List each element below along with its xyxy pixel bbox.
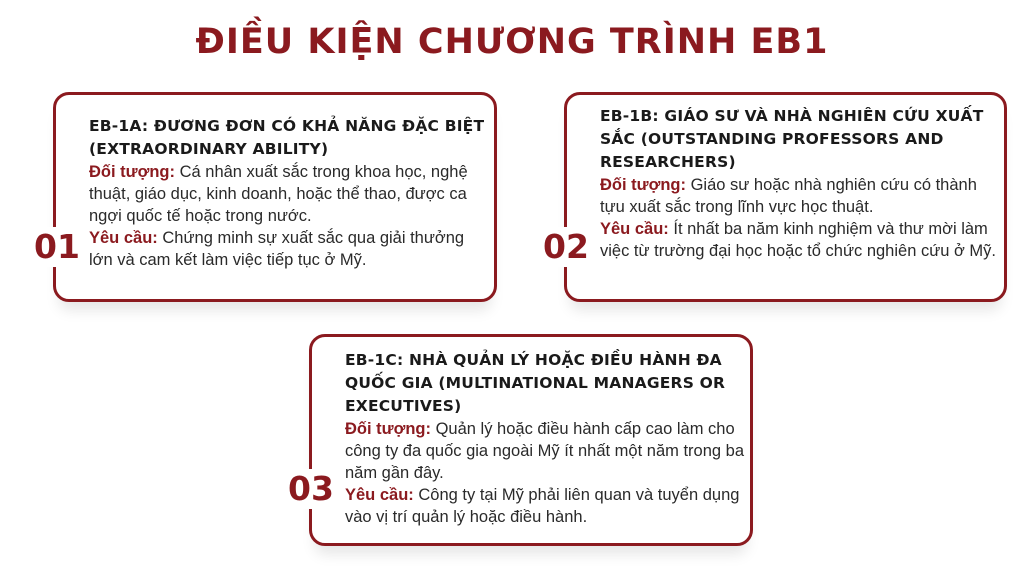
card-number: 01 (34, 227, 80, 266)
target-text: Quản lý hoặc điều hành cấp cao làm cho công ty đa quốc gia ngoài Mỹ ít nhất một năm trong ba năm gần đây. (345, 420, 744, 482)
target-text: Giáo sư hoặc nhà nghiên cứu có thành tựu xuất sắc trong lĩnh vực học thuật. (600, 176, 977, 216)
requirement-label: Yêu cầu: (345, 486, 414, 504)
card-content (345, 349, 745, 528)
requirement-label: Yêu cầu: (600, 220, 669, 238)
requirement-text: Ít nhất ba năm kinh nghiệm và thư mời làm việc từ trường đại học hoặc tổ chức nghiên cứu ở Mỹ. (600, 220, 996, 260)
card-eb1a (53, 92, 497, 302)
target-label: Đối tượng: (89, 163, 175, 181)
requirement-text: Chứng minh sự xuất sắc qua giải thưởng lớn và cam kết làm việc tiếp tục ở Mỹ. (89, 229, 465, 269)
requirement-paragraph (345, 484, 745, 528)
requirement-text: Công ty tại Mỹ phải liên quan và tuyển dụng vào vị trí quản lý hoặc điều hành. (345, 486, 740, 526)
target-label: Đối tượng: (600, 176, 686, 194)
page-title: ĐIỀU KIỆN CHƯƠNG TRÌNH EB1 (195, 22, 829, 62)
target-paragraph (600, 174, 1000, 218)
requirement-paragraph (89, 227, 489, 271)
target-text: Cá nhân xuất sắc trong khoa học, nghệ thuật, giáo dục, kinh doanh, hoặc thể thao, được ca ngợi quốc tế hoặc trong nước. (89, 163, 468, 225)
card-number: 03 (288, 469, 334, 508)
card-heading: EB-1C: NHÀ QUẢN LÝ HOẶC ĐIỀU HÀNH ĐA QUỐC GIA (MULTINATIONAL MANAGERS OR EXECUTIVES) (345, 351, 726, 415)
card-number: 02 (543, 227, 589, 266)
card-content (89, 115, 489, 271)
card-heading: EB-1B: GIÁO SƯ VÀ NHÀ NGHIÊN CỨU XUẤT SẮC (OUTSTANDING PROFESSORS AND RESEARCHERS) (600, 107, 984, 171)
card-content (600, 105, 1000, 262)
requirement-paragraph (600, 218, 1000, 262)
target-label: Đối tượng: (345, 420, 431, 438)
card-heading: EB-1A: ĐƯƠNG ĐƠN CÓ KHẢ NĂNG ĐẶC BIỆT (EXTRAORDINARY ABILITY) (89, 117, 485, 158)
target-paragraph (345, 418, 745, 484)
card-eb1c (309, 334, 753, 546)
requirement-label: Yêu cầu: (89, 229, 158, 247)
card-eb1b (564, 92, 1007, 302)
target-paragraph (89, 161, 489, 227)
